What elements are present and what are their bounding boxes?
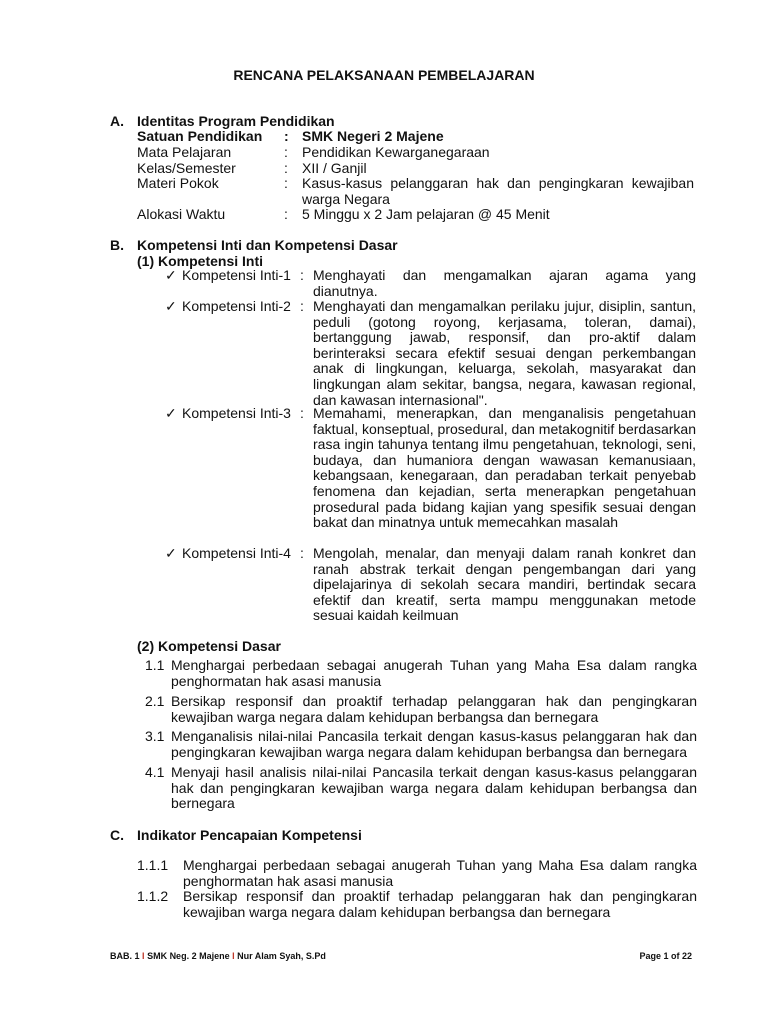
footer-school: SMK Neg. 2 Majene <box>147 951 230 961</box>
check-icon: ✓ <box>165 405 177 421</box>
section-c-heading <box>110 827 362 843</box>
ki-heading: (1) Kompetensi Inti <box>137 253 264 269</box>
section-a-letter: A. <box>110 113 124 129</box>
check-icon: ✓ <box>165 298 177 314</box>
footer-separator: I <box>232 951 235 961</box>
kd-text: Menganalisis nilai-nilai Pancasila terkait dengan kasus-kasus pelanggaran hak dan pengingkaran kewajiban warga negara dalam kehidupan berbangsa dan bernegara <box>171 728 697 760</box>
kd-text: Bersikap responsif dan proaktif terhadap pelanggaran hak dan pengingkaran kewajiban warga negara dalam kehidupan berbangsa dan bernegara <box>171 693 697 725</box>
identity-label: Mata Pelajaran <box>137 144 232 160</box>
identity-value: 5 Minggu x 2 Jam pelajaran @ 45 Menit <box>302 206 550 222</box>
identity-colon: : <box>284 175 288 191</box>
footer-left <box>110 951 326 961</box>
ki-name: Kompetensi Inti-4 <box>182 545 291 561</box>
identity-colon: : <box>284 128 289 144</box>
ki-colon: : <box>300 298 304 314</box>
identity-value: Kasus-kasus pelanggaran hak dan pengingkaran kewajiban warga Negara <box>302 175 694 207</box>
ki-name: Kompetensi Inti-3 <box>182 405 291 421</box>
identity-label: Materi Pokok <box>137 175 219 191</box>
ki-text: Menghayati dan mengamalkan perilaku jujur, disiplin, santun, peduli (gotong royong, kerjasama, toleran, damai), bertanggung jawab, responsif, dan pro-aktif dalam berinteraksi secara efektif sesuai dengan perkembangan anak di lingkungan, keluarga, sekolah, masyarakat dan lingkungan alam sekitar, bangsa, negara, kawasan regional, dan kawasan internasional". <box>313 298 696 408</box>
footer-author: Nur Alam Syah, S.Pd <box>237 951 326 961</box>
kd-heading: (2) Kompetensi Dasar <box>137 638 281 654</box>
ki-text: Mengolah, menalar, dan menyaji dalam ranah konkret dan ranah abstrak terkait dengan pengembangan dari yang dipelajarinya di sekolah secara mandiri, bertindak secara efektif dan kreatif, serta mampu menggunakan metode sesuai kaidah keilmuan <box>313 545 696 624</box>
kd-text: Menghargai perbedaan sebagai anugerah Tuhan yang Maha Esa dalam rangka penghormatan hak asasi manusia <box>171 657 697 689</box>
identity-label: Satuan Pendidikan <box>137 128 263 144</box>
kd-text: Menyaji hasil analisis nilai-nilai Pancasila terkait dengan kasus-kasus pelanggaran hak dan pengingkaran kewajiban warga negara dalam kehidupan berbangsa dan bernegara <box>171 764 697 812</box>
indicator-number: 1.1.2 <box>137 888 169 904</box>
kd-number: 2.1 <box>145 693 165 709</box>
section-a-title: Identitas Program Pendidikan <box>137 113 335 129</box>
page-number: Page 1 of 22 <box>639 951 692 961</box>
check-icon: ✓ <box>165 545 177 561</box>
section-a-heading <box>110 113 335 129</box>
ki-name: Kompetensi Inti-2 <box>182 298 291 314</box>
section-c-title: Indikator Pencapaian Kompetensi <box>137 827 362 843</box>
document-title: RENCANA PELAKSANAAN PEMBELAJARAN <box>233 67 535 83</box>
ki-colon: : <box>300 405 304 421</box>
indicator-text: Menghargai perbedaan sebagai anugerah Tuhan yang Maha Esa dalam rangka penghormatan hak asasi manusia <box>183 857 697 889</box>
indicator-text: Bersikap responsif dan proaktif terhadap pelanggaran hak dan pengingkaran kewajiban warga negara dalam kehidupan berbangsa dan bernegara <box>183 888 697 920</box>
kd-number: 1.1 <box>145 657 165 673</box>
check-icon: ✓ <box>165 267 177 283</box>
ki-text: Memahami, menerapkan, dan menganalisis pengetahuan faktual, konseptual, prosedural, dan metakognitif berdasarkan rasa ingin tahunya tentang ilmu pengetahuan, teknologi, seni, budaya, dan humaniora dengan wawasan kemanusiaan, kebangsaan, kenegaraan, dan peradaban terkait penyebab fenomena dan kejadian, serta menerapkan pengetahuan prosedural pada bidang kajian yang spesifik sesuai dengan bakat dan minatnya untuk memecahkan masalah <box>313 405 696 531</box>
ki-colon: : <box>300 545 304 561</box>
identity-colon: : <box>284 144 288 160</box>
footer-bab: BAB. 1 <box>110 951 140 961</box>
section-c-letter: C. <box>110 827 124 843</box>
identity-value: XII / Ganjil <box>302 160 367 176</box>
kd-number: 4.1 <box>145 764 165 780</box>
identity-label: Alokasi Waktu <box>137 206 226 222</box>
indicator-number: 1.1.1 <box>137 857 169 873</box>
kd-number: 3.1 <box>145 728 165 744</box>
section-b-letter: B. <box>110 237 124 253</box>
identity-colon: : <box>284 160 288 176</box>
identity-colon: : <box>284 206 288 222</box>
ki-name: Kompetensi Inti-1 <box>182 267 291 283</box>
footer-separator: I <box>142 951 145 961</box>
section-b-title: Kompetensi Inti dan Kompetensi Dasar <box>137 237 398 253</box>
identity-value: SMK Negeri 2 Majene <box>302 128 444 144</box>
section-b-heading <box>110 237 398 253</box>
ki-colon: : <box>300 267 304 283</box>
identity-label: Kelas/Semester <box>137 160 236 176</box>
identity-value: Pendidikan Kewarganegaraan <box>302 144 490 160</box>
ki-text: Menghayati dan mengamalkan ajaran agama yang dianutnya. <box>313 267 696 299</box>
